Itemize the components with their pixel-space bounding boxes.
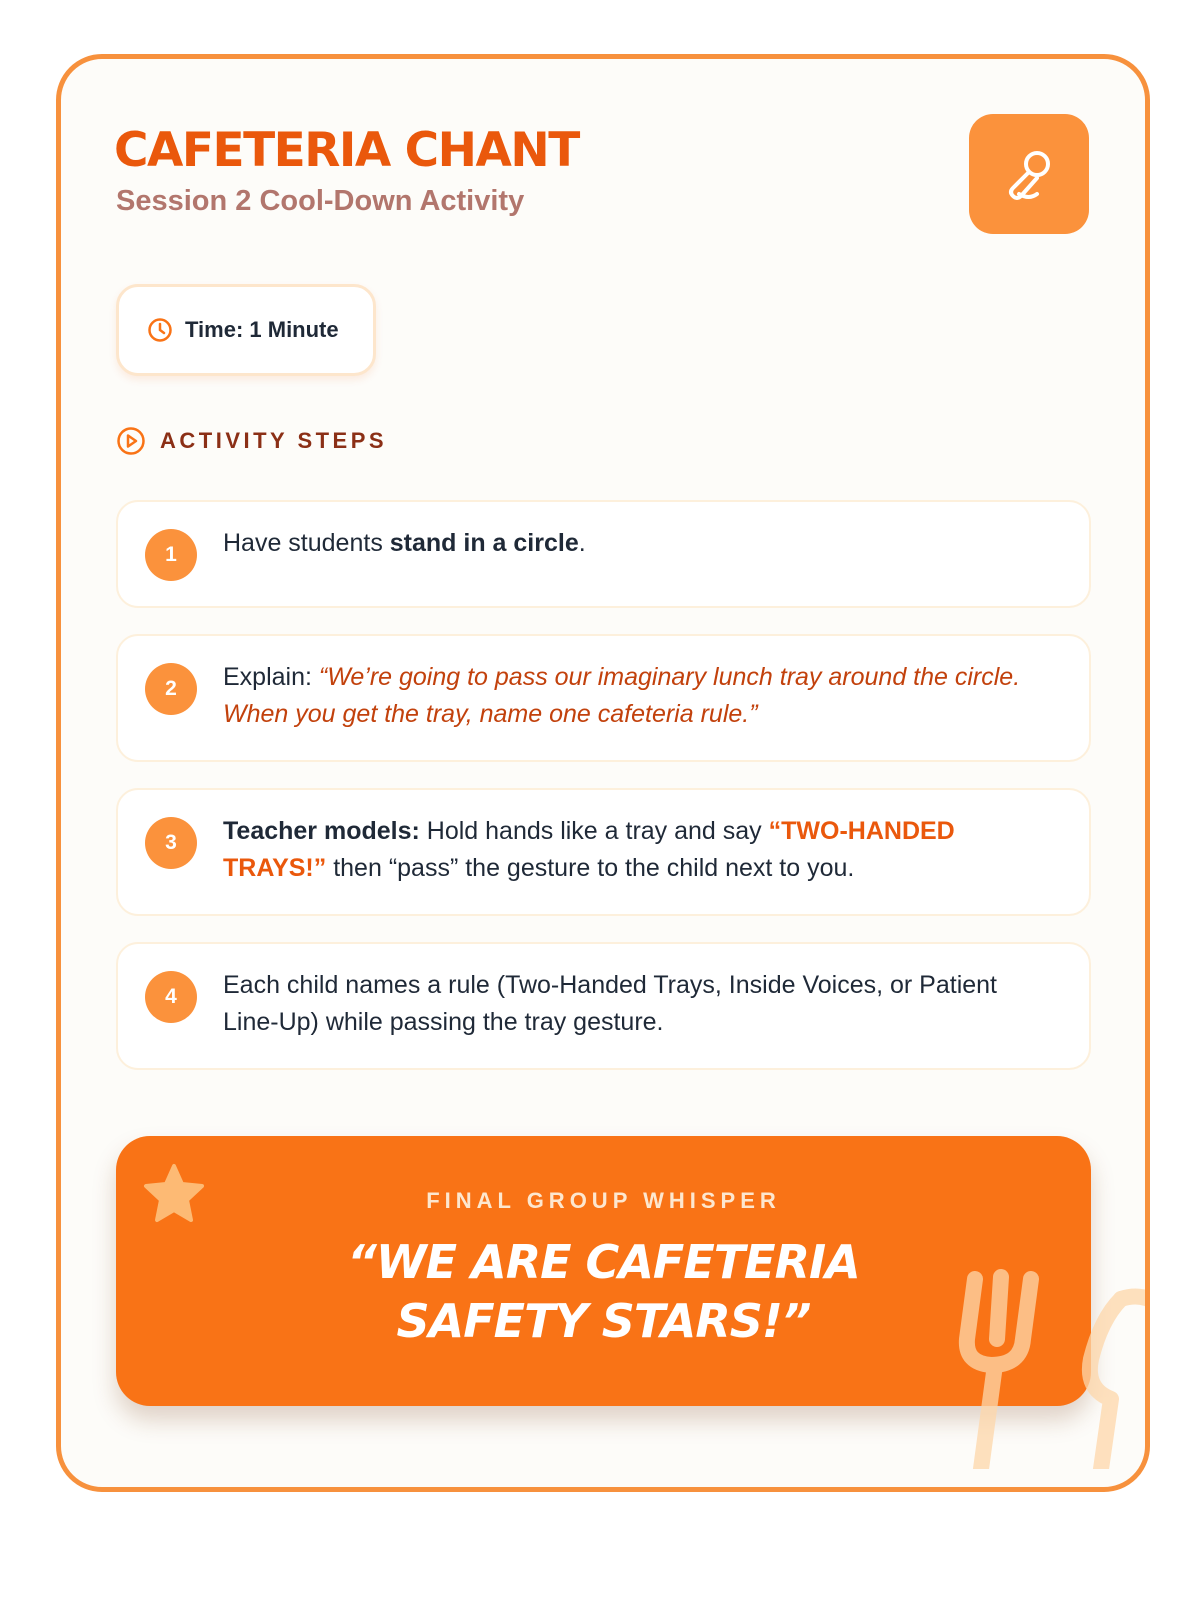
clock-icon <box>147 317 173 343</box>
step-text-part: . <box>578 529 586 557</box>
time-badge <box>116 284 376 376</box>
step-text <box>223 659 1059 733</box>
step-text-bold: Teacher models: <box>223 817 420 845</box>
step-quote: “We’re going to pass our imaginary lunch tray around the circle. When you get the tray, name one cafeteria rule.” <box>223 663 1021 728</box>
page-subtitle: Session 2 Cool-Down Activity <box>116 185 525 217</box>
step-number: 3 <box>145 817 197 869</box>
step-item <box>116 634 1091 762</box>
step-text <box>223 525 1059 562</box>
final-whisper-banner <box>116 1136 1091 1406</box>
step-text: Each child names a rule (Two-Handed Trays, Inside Voices, or Patient Line-Up) while passing the tray gesture. <box>223 971 997 1036</box>
step-text-bold: stand in a circle <box>389 529 579 557</box>
step-text-part: Explain: <box>223 663 319 691</box>
time-label: Time: 1 Minute <box>185 317 339 342</box>
step-number: 1 <box>145 529 197 581</box>
chant-line-2: SAFETY STARS!” <box>396 1294 811 1348</box>
step-text-part: then “pass” the gesture to the child next to you. <box>326 854 855 882</box>
section-heading-label: ACTIVITY STEPS <box>160 428 388 453</box>
step-item <box>116 500 1091 608</box>
step-text-part: Have students <box>223 529 390 557</box>
activity-card <box>56 54 1150 1492</box>
step-item <box>116 942 1091 1070</box>
page-title: CAFETERIA CHANT <box>114 123 579 178</box>
step-text-part: Hold hands like a tray and say <box>419 817 769 845</box>
banner-chant <box>116 1233 1091 1351</box>
step-number: 4 <box>145 971 197 1023</box>
play-circle-icon <box>116 426 146 456</box>
chant-line-1: “WE ARE CAFETERIA <box>347 1235 860 1289</box>
step-number: 2 <box>145 663 197 715</box>
microphone-badge <box>969 114 1089 234</box>
step-text <box>223 813 1059 887</box>
step-highlight: “TWO-HANDED TRAYS!” <box>223 817 955 882</box>
banner-kicker: FINAL GROUP WHISPER <box>426 1188 781 1213</box>
section-heading <box>116 426 387 456</box>
step-item <box>116 788 1091 916</box>
microphone-icon <box>999 144 1059 204</box>
fork-icon <box>951 1259 1150 1469</box>
